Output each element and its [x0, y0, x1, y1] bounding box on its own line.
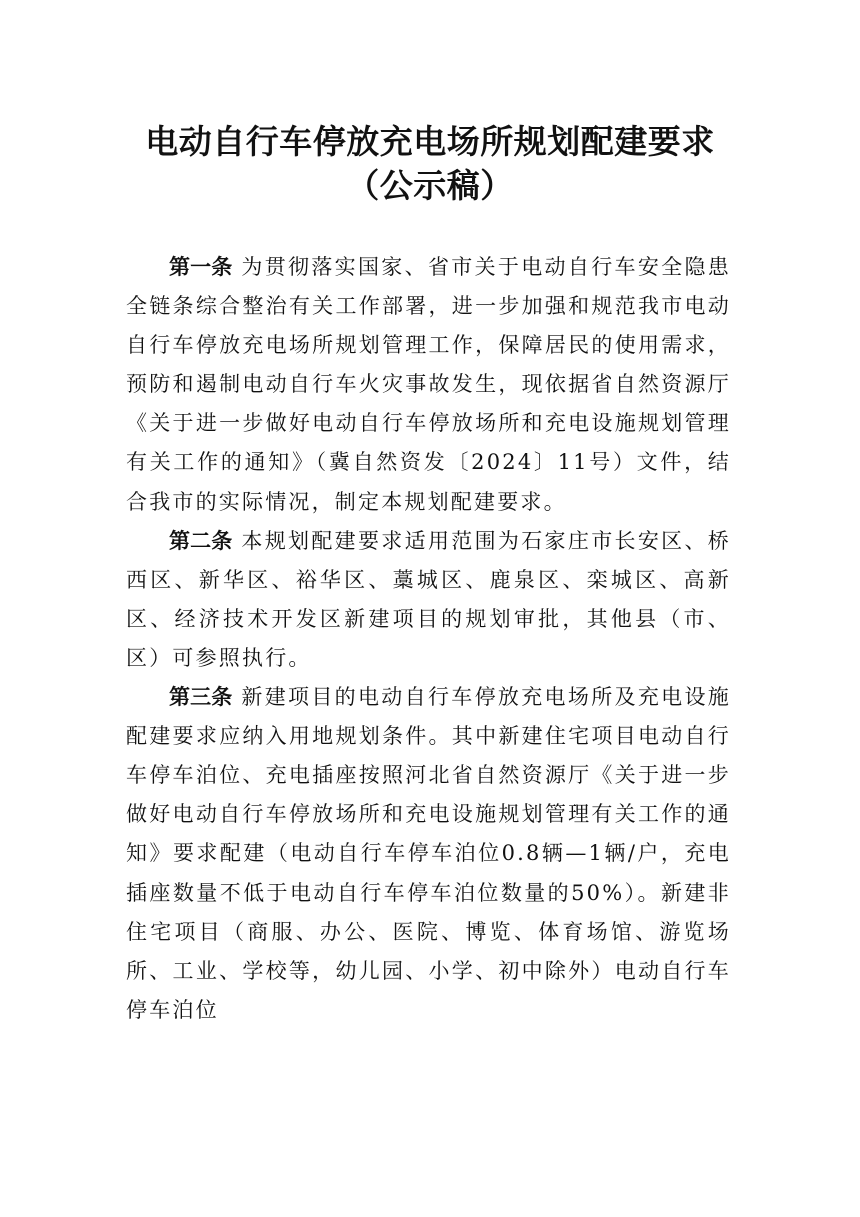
document-body — [126, 248, 731, 1030]
article-2 — [126, 522, 731, 678]
document-title: 电动自行车停放充电场所规划配建要求 — [145, 122, 715, 161]
article-number: 第二条 — [169, 528, 233, 553]
article-3 — [126, 678, 731, 1030]
article-text: 为贯彻落实国家、省市关于电动自行车安全隐患全链条综合整治有关工作部署，进一步加强和规范我市电动自行车停放充电场所规划管理工作，保障居民的使用需求，预防和遏制电动自行车火灾事故发生，现依据省自然资源厅《关于进一步做好电动自行车停放场所和充电设施规划管理有关工作的通知》（冀自然资发〔2024〕11号）文件，结合我市的实际情况，制定本规划配建要求。 — [126, 255, 731, 514]
article-number: 第三条 — [169, 685, 233, 710]
article-1 — [126, 248, 731, 522]
article-text: 本规划配建要求适用范围为石家庄市长安区、桥西区、新华区、裕华区、藁城区、鹿泉区、栾城区、高新区、经济技术开发区新建项目的规划审批，其他县（市、区）可参照执行。 — [126, 528, 731, 670]
document-subtitle: （公示稿） — [346, 166, 514, 205]
article-text: 新建项目的电动自行车停放充电场所及充电设施配建要求应纳入用地规划条件。其中新建住宅项目电动自行车停车泊位、充电插座按照河北省自然资源厅《关于进一步做好电动自行车停放场所和充电设施规划管理有关工作的通知》要求配建（电动自行车停车泊位0.8辆—1辆/户，充电插座数量不低于电动自行车停车泊位数量的50%）。新建非住宅项目（商服、办公、医院、博览、体育场馆、游览场所、工业、学校等，幼儿园、小学、初中除外）电动自行车停车泊位 — [126, 685, 731, 1022]
article-number: 第一条 — [169, 255, 233, 279]
